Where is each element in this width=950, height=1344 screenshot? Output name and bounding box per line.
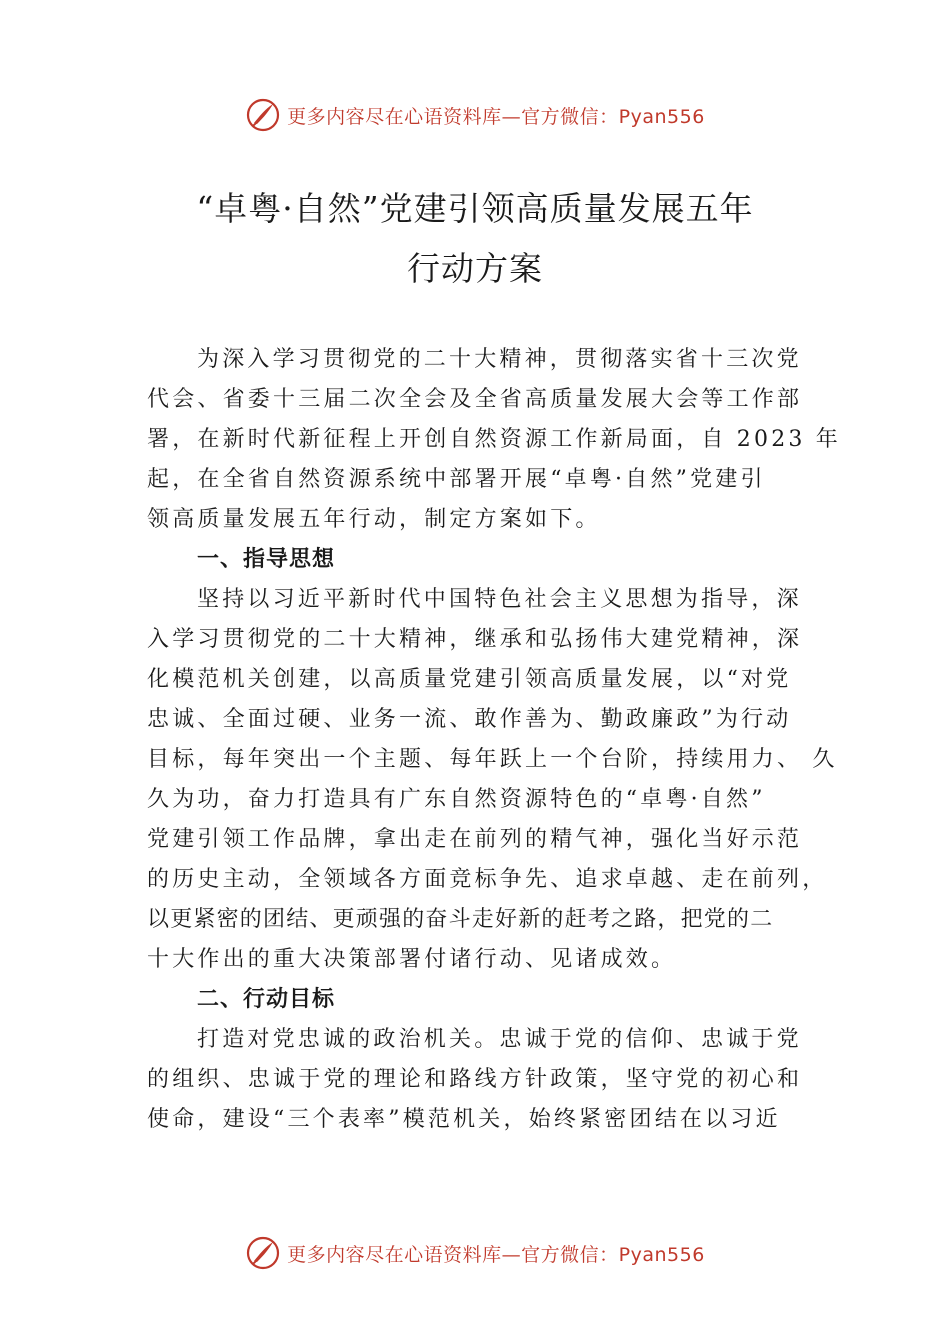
watermark-text: 更多内容尽在心语资料库—官方微信： <box>287 1243 619 1266</box>
quill-seal-icon <box>245 1235 281 1271</box>
paragraph-line: 署，在新时代新征程上开创自然资源工作新局面，自 2023 年 <box>147 427 841 452</box>
paragraph-line: 目标，每年突出一个主题、每年跃上一个台阶，持续用力、 久 <box>147 747 838 772</box>
watermark-header <box>0 95 950 135</box>
paragraph-line: 化模范机关创建，以高质量党建引领高质量发展，以“对党 <box>147 667 792 692</box>
paragraph-line: 入学习贯彻党的二十大精神，继承和弘扬伟大建党精神，深 <box>147 627 803 652</box>
paragraph-line: 起，在全省自然资源系统中部署开展“卓粤·自然”党建引 <box>147 467 766 492</box>
paragraph-line: 的历史主动，全领域各方面竞标争先、追求卓越、走在前列， <box>147 867 828 892</box>
document-body <box>147 340 841 1140</box>
paragraph-line: 代会、省委十三届二次全会及全省高质量发展大会等工作部 <box>147 387 803 412</box>
watermark-handle: Pyan556 <box>618 1243 705 1266</box>
paragraph-line: 使命，建设“三个表率”模范机关，始终紧密团结在以习近 <box>147 1107 781 1132</box>
paragraph-line: 党建引领工作品牌，拿出走在前列的精气神，强化当好示范 <box>147 827 803 852</box>
watermark-text: 更多内容尽在心语资料库—官方微信： <box>287 105 619 128</box>
document-title-line1: “卓粤·自然”党建引领高质量发展五年 <box>196 189 754 228</box>
quill-seal-icon <box>245 97 281 133</box>
section-heading-guiding: 一、指导思想 <box>197 547 336 572</box>
paragraph-line: 领高质量发展五年行动，制定方案如下。 <box>147 507 601 532</box>
section-heading-goals: 二、行动目标 <box>197 987 336 1012</box>
document-title-line2: 行动方案 <box>407 249 543 288</box>
watermark-handle: Pyan556 <box>618 105 705 128</box>
paragraph-line: 打造对党忠诚的政治机关。忠诚于党的信仰、忠诚于党 <box>197 1027 802 1052</box>
watermark-footer <box>0 1233 950 1273</box>
paragraph-line: 的组织、忠诚于党的理论和路线方针政策，坚守党的初心和 <box>147 1067 803 1092</box>
paragraph-line: 坚持以习近平新时代中国特色社会主义思想为指导，深 <box>197 587 802 612</box>
paragraph-line: 以更紧密的团结、更顽强的奋斗走好新的赶考之路，把党的二 <box>147 907 774 932</box>
paragraph-line: 为深入学习贯彻党的二十大精神，贯彻落实省十三次党 <box>197 347 802 372</box>
paragraph-line: 忠诚、全面过硬、业务一流、敢作善为、勤政廉政”为行动 <box>147 707 792 732</box>
paragraph-line: 久为功，奋力打造具有广东自然资源特色的“卓粤·自然” <box>147 787 766 812</box>
paragraph-line: 十大作出的重大决策部署付诸行动、见诸成效。 <box>147 947 677 972</box>
